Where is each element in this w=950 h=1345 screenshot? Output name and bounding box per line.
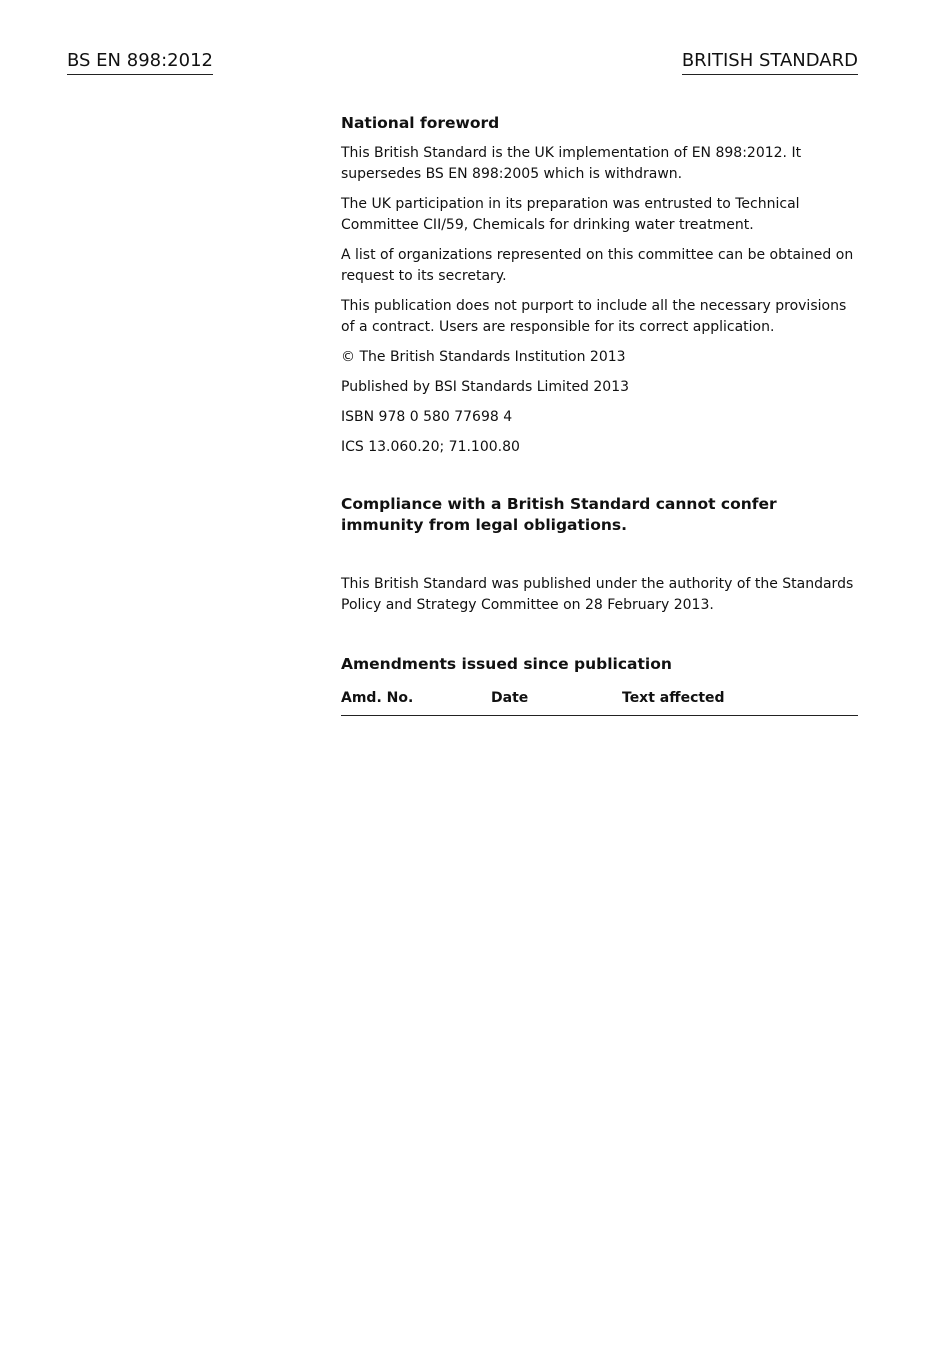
foreword-paragraph-implementation: This British Standard is the UK implementation of EN 898:2012. It supersedes BS EN 898:2005 which is withdrawn. xyxy=(341,145,802,182)
column-header-amd-no: Amd. No. xyxy=(341,689,491,716)
foreword-paragraph-organizations: A list of organizations represented on this committee can be obtained on request to its secretary. xyxy=(341,247,854,284)
column-header-text-affected: Text affected xyxy=(622,689,858,716)
compliance-statement: Compliance with a British Standard cannot confer immunity from legal obligations. xyxy=(341,495,777,534)
foreword-paragraph-committee: The UK participation in its preparation was entrusted to Technical Committee CII/59, Chemicals for drinking water treatment. xyxy=(341,196,800,233)
foreword-title: National foreword xyxy=(341,114,500,132)
copyright-line: © The British Standards Institution 2013 xyxy=(341,349,626,365)
column-header-date: Date xyxy=(491,689,622,716)
isbn-line: ISBN 978 0 580 77698 4 xyxy=(341,409,513,425)
amendments-title: Amendments issued since publication xyxy=(341,655,672,673)
publisher-line: Published by BSI Standards Limited 2013 xyxy=(341,379,630,395)
document-type-label: BRITISH STANDARD xyxy=(682,50,858,75)
authority-statement: This British Standard was published under the authority of the Standards Policy and Strategy Committee on 28 February 2013. xyxy=(341,576,854,613)
document-number: BS EN 898:2012 xyxy=(67,50,213,75)
page-content xyxy=(341,113,858,716)
foreword-paragraph-provisions: This publication does not purport to include all the necessary provisions of a contract. Users are responsible for its correct application. xyxy=(341,298,847,335)
amendments-header-row xyxy=(341,689,858,716)
amendments-table xyxy=(341,689,858,716)
ics-line: ICS 13.060.20; 71.100.80 xyxy=(341,439,520,455)
